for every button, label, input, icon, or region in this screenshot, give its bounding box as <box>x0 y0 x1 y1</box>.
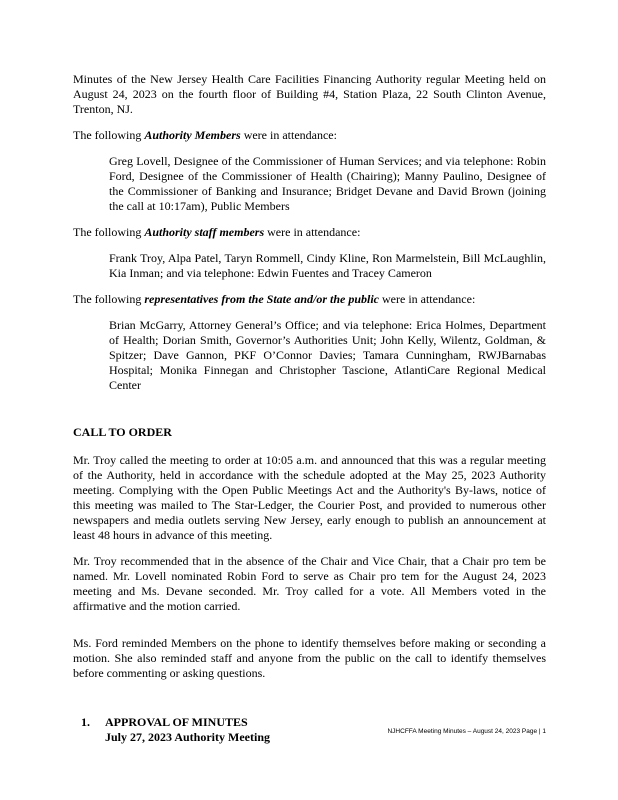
call-to-order-heading: CALL TO ORDER <box>73 425 172 439</box>
staff-list: Frank Troy, Alpa Patel, Taryn Rommell, Cindy Kline, Ron Marmelstein, Bill McLaughlin, Kia Inman; and via telephone: Edwin Fuentes and Tracey Cameron <box>109 251 546 280</box>
section-subtitle: July 27, 2023 Authority Meeting <box>105 730 270 744</box>
document-page <box>73 72 546 745</box>
members-intro: The following Authority Members were in attendance: <box>73 128 337 142</box>
public-intro: The following representatives from the State and/or the public were in attendance: <box>73 292 476 306</box>
members-list: Greg Lovell, Designee of the Commissioner of Human Services; and via telephone: Robin Ford, Designee of the Commissioner of Health (Chairing); Manny Paulino, Designee of the Commissioner of Banking and Insurance; Bridget Devane and David Brown (joining the call at 10:17am), Public Members <box>109 154 546 213</box>
public-list: Brian McGarry, Attorney General’s Office; and via telephone: Erica Holmes, Department of Health; Dorian Smith, Governor’s Authorities Unit; John Kelly, Wilentz, Goldman, & Spitzer; Dave Gannon, PKF O’Connor Davies; Tamara Cunningham, RWJBarnabas Hospital; Monika Finnegan and Christopher Tascione, AtlantiCare Regional Medical Center <box>109 318 546 392</box>
intro-paragraph: Minutes of the New Jersey Health Care Facilities Financing Authority regular Meeting held on August 24, 2023 on the fourth floor of Building #4, Station Plaza, 22 South Clinton Avenue, Trenton, NJ. <box>73 72 546 116</box>
section-number: 1. <box>81 715 90 729</box>
staff-emphasis: Authority staff members <box>144 225 265 239</box>
staff-intro: The following Authority staff members were in attendance: <box>73 225 361 239</box>
section-title: APPROVAL OF MINUTES <box>105 715 248 729</box>
members-emphasis: Authority Members <box>144 128 241 142</box>
call-to-order-paragraph-1: Mr. Troy called the meeting to order at 10:05 a.m. and announced that this was a regular meeting of the Authority, held in accordance with the schedule adopted at the May 25, 2023 Authority meeting. Complying with the Open Public Meetings Act and the Authority's By-laws, notice of this meeting was mailed to The Star-Ledger, the Courier Post, and provided to numerous other newspapers and media outlets serving New Jersey, early enough to publish an announcement at least 48 hours in advance of this meeting. <box>73 453 546 542</box>
public-emphasis: representatives from the State and/or the public <box>144 292 379 306</box>
page-footer: NJHCFFA Meeting Minutes – August 24, 2023 Page | 1 <box>387 728 546 735</box>
call-to-order-paragraph-3: Ms. Ford reminded Members on the phone to identify themselves before making or seconding a motion. She also reminded staff and anyone from the public on the call to identify themselves before commenting or asking questions. <box>73 636 546 680</box>
call-to-order-paragraph-2: Mr. Troy recommended that in the absence of the Chair and Vice Chair, that a Chair pro tem be named. Mr. Lovell nominated Robin Ford to serve as Chair pro tem for the August 24, 2023 meeting and Ms. Devane seconded. Mr. Troy called for a vote. All Members voted in the affirmative and the motion carried. <box>73 554 546 613</box>
